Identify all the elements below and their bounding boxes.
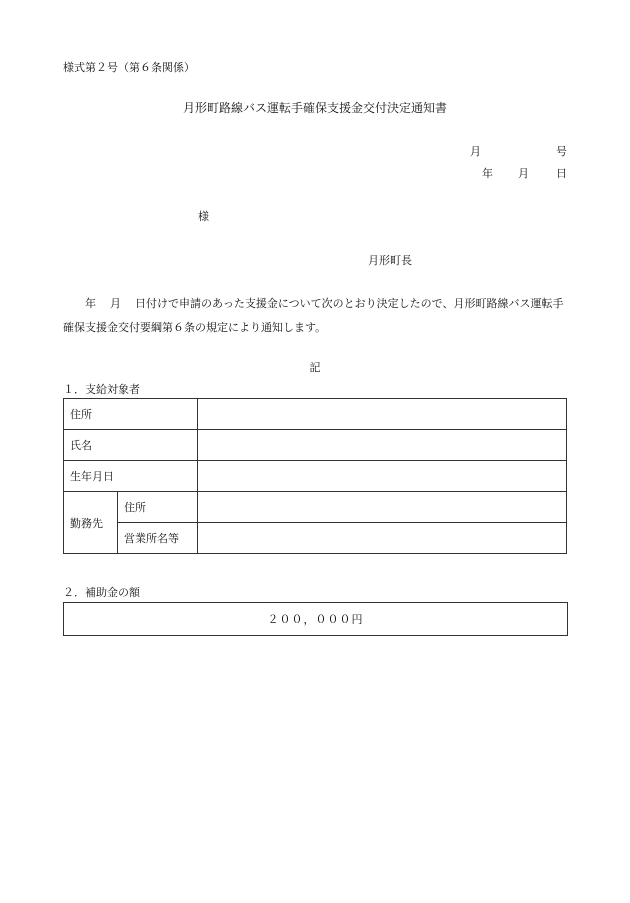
table-row: [64, 430, 567, 461]
workplace-address-value-cell[interactable]: [198, 492, 567, 523]
table-row: [64, 523, 567, 554]
notice-body: [63, 292, 573, 340]
subsidy-amount-box: [63, 602, 568, 636]
address-value-cell[interactable]: [198, 399, 567, 430]
ki-marker: 記: [309, 361, 321, 374]
name-label: 氏名: [64, 430, 198, 461]
birthdate-value-cell[interactable]: [198, 461, 567, 492]
workplace-office-label: 営業所名等: [118, 523, 198, 554]
recipient-honorific: 様: [198, 210, 209, 223]
document-title: 月形町路線バス運転手確保支援金交付決定通知書: [182, 101, 447, 115]
birthdate-label: 生年月日: [64, 461, 198, 492]
reference-month-label: 月: [470, 145, 481, 158]
recipient-info-table: [63, 398, 567, 554]
section2-heading: ２．補助金の額: [63, 586, 140, 599]
workplace-label: 勤務先: [64, 492, 118, 554]
body-month: 月: [110, 297, 121, 310]
body-year: 年: [85, 297, 96, 310]
reference-number-label: 号: [556, 145, 567, 158]
issuer-title: 月形町長: [368, 254, 412, 267]
date-month-label: 月: [518, 167, 529, 180]
workplace-office-value-cell[interactable]: [198, 523, 567, 554]
date-day-label: 日: [556, 167, 567, 180]
body-text-rest: 日付けで申請のあった支援金について次のとおり決定したので、月形町路線バス運転手確保支援金交付要綱第６条の規定により通知します。: [63, 297, 564, 334]
section1-heading: １．支給対象者: [63, 383, 140, 396]
table-row: [64, 399, 567, 430]
name-value-cell[interactable]: [198, 430, 567, 461]
table-row: [64, 461, 567, 492]
address-label: 住所: [64, 399, 198, 430]
form-number: 様式第２号（第６条関係）: [63, 61, 195, 74]
table-row: [64, 492, 567, 523]
date-year-label: 年: [482, 167, 493, 180]
workplace-address-label: 住所: [118, 492, 198, 523]
subsidy-amount: ２００，０００円: [267, 613, 364, 626]
